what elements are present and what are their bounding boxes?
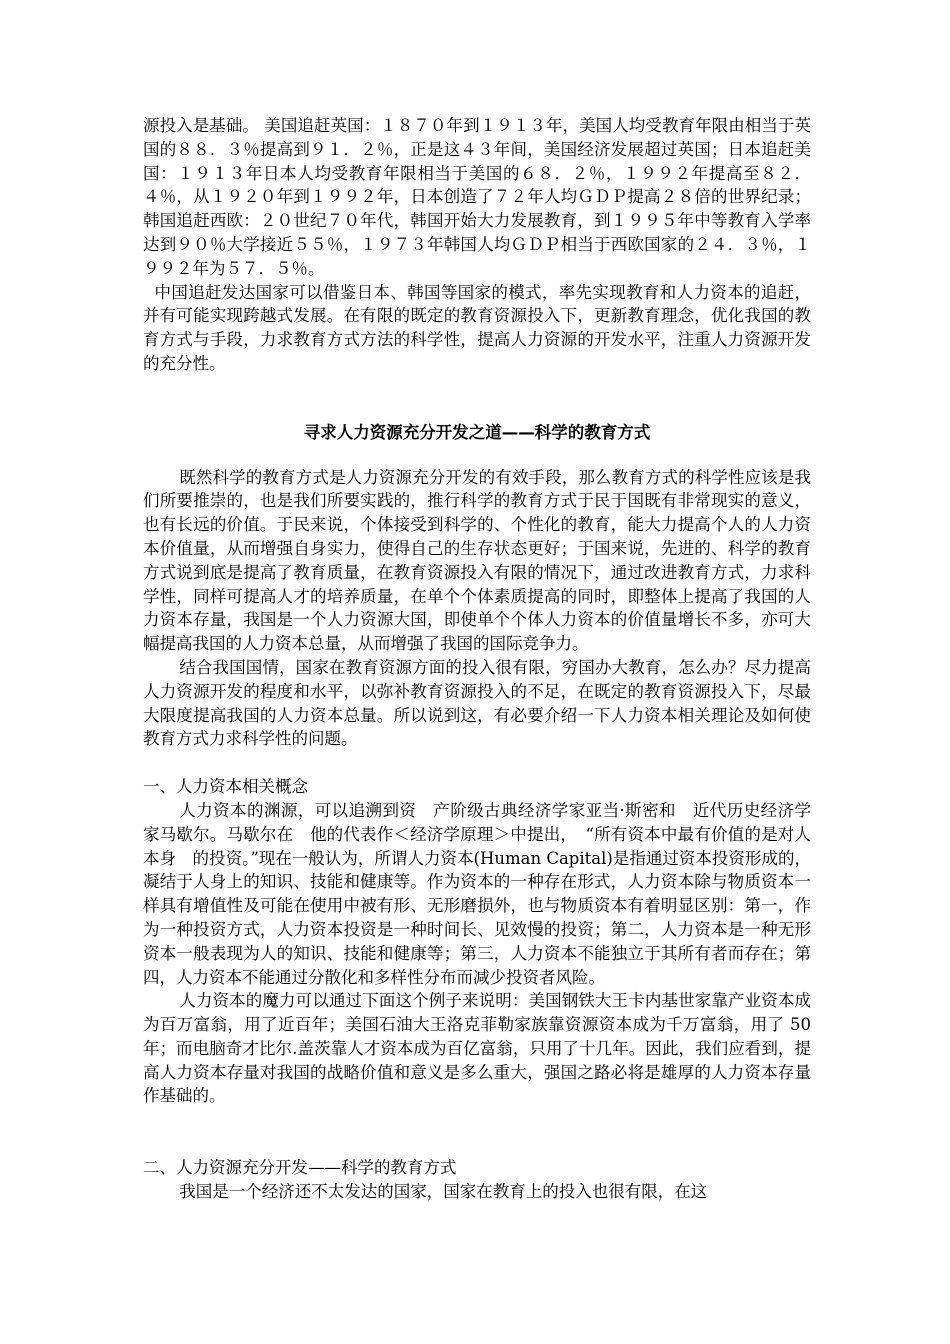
section-2-title: 二、人力资源充分开发——科学的教育方式 bbox=[143, 1158, 457, 1178]
spacer bbox=[143, 1108, 811, 1156]
spacer bbox=[143, 445, 811, 466]
paragraph-catch-up-examples: 源投入是基础。 美国追赶英国：１８７０年到１９１３年，美国人均受教育年限由相当于英国的８８．３％提高到９１．２％，正是这４３年间，美国经济发展超过英国；日本追赶美国：１９１３年日本人均受教育年限相当于美国的６８．２％，１９９２年提高至８２．４％，从１９２０年到１９９２年，日本创造了７２年人均ＧＤＰ提高２８倍的世界纪录；韩国追赶西欧：２０世纪７０年代，韩国开始大力发展教育，到１９９５年中等教育入学率达到９０％大学接近５５％，１９７３年韩国人均ＧＤＰ相当于西欧国家的２４．３％，１９９２年为５７．５％。 bbox=[143, 116, 811, 278]
paragraph-human-capital-example: 人力资本的魔力可以通过下面这个例子来说明：美国钢铁大王卡内基世家靠产业资本成为百万富翁，用了近百年；美国石油大王洛克菲勒家族靠资源资本成为千万富翁，用了 50 年；而电脑奇才比尔.盖茨靠人才资本成为百亿富翁，只用了十几年。因此，我们应看到，提高人力资本存量对我国的战略价值和意义是多么重大，强国之路必将是雄厚的人力资本存量作基础的。 bbox=[143, 991, 811, 1106]
document-page bbox=[143, 114, 811, 1204]
paragraph-education-investment: 我国是一个经济还不太发达的国家，国家在教育上的投入也很有限，在这 bbox=[179, 1182, 708, 1202]
paragraph-national-conditions: 结合我国国情，国家在教育资源方面的投入很有限，穷国办大教育，怎么办？尽力提高人力资源开发的程度和水平，以弥补教育资源投入的不足，在既定的教育资源投入下，尽最大限度提高我国的人力资本总量。所以说到这，有必要介绍一下人力资本相关理论及如何使教育方式力求科学性的问题。 bbox=[143, 657, 811, 749]
section-1-title: 一、人力资本相关概念 bbox=[143, 777, 308, 797]
spacer bbox=[143, 376, 811, 421]
spacer bbox=[143, 751, 811, 775]
paragraph-scientific-education: 既然科学的教育方式是人力资源充分开发的有效手段，那么教育方式的科学性应该是我们所要推崇的，也是我们所要实践的，推行科学的教育方式于民于国既有非常现实的意义，也有长远的价值。于民来说，个体接受到科学的、个性化的教育，能大力提高个人的人力资本价值量，从而增强自身实力，使得自己的生存状态更好；于国来说，先进的、科学的教育方式说到底是提高了教育质量，在教育资源投入有限的情况下，通过改进教育方式，力求科学性，同样可提高人才的培养质量，在单个个体素质提高的同时，即整体上提高了我国的人力资本存量，我国是一个人力资源大国，即使单个个体人力资本的价值量增长不多，亦可大幅提高我国的人力资本总量，从而增强了我国的国际竞争力。 bbox=[143, 467, 811, 654]
section-heading: 寻求人力资源充分开发之道——科学的教育方式 bbox=[303, 422, 651, 442]
paragraph-china-catch-up: 中国追赶发达国家可以借鉴日本、韩国等国家的模式，率先实现教育和人力资本的追赶，并有可能实现跨越式发展。在有限的既定的教育资源投入下，更新教育理念，优化我国的教育方式与手段，力求教育方式方法的科学性，提高人力资源的开发水平，注重人力资源开发的充分性。 bbox=[143, 282, 811, 373]
paragraph-human-capital-concept: 人力资本的渊源，可以追溯到资 产阶级古典经济学家亚当·斯密和 近代历史经济学家马歇尔。马歇尔在 他的代表作＜经济学原理＞中提出， “所有资本中最有价值的是对人本身 的投资。”现在一般认为，所谓人力资本(Human Capital)是指通过资本投资形成的，凝结于人身上的知识、技能和健康等。作为资本的一种存在形式，人力资本除与物质资本一样具有增值性及可能在使用中被有形、无形磨损外，也与物质资本有着明显区别：第一，作为一种投资方式，人力资本投资是一种时间长、见效慢的投资；第二，人力资本是一种无形资本一般表现为人的知识、技能和健康等；第三，人力资本不能独立于其所有者而存在；第四，人力资本不能通过分散化和多样性分布而减少投资者风险。 bbox=[143, 800, 811, 987]
